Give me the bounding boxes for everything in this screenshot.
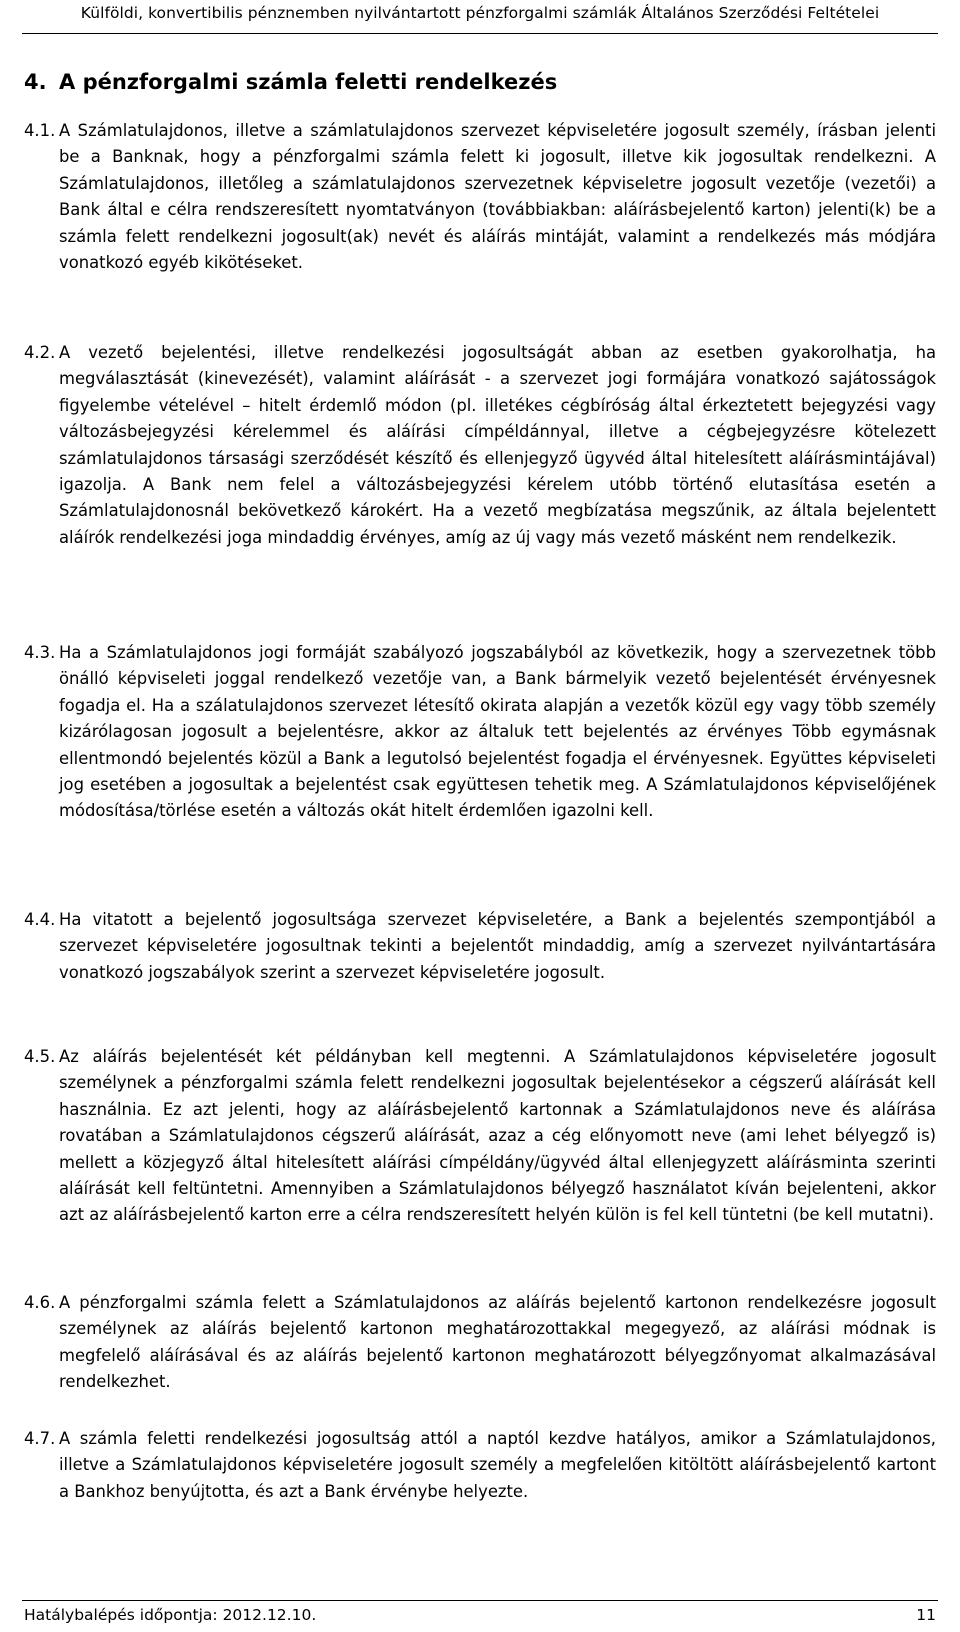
- clause-text: A számla feletti rendelkezési jogosultság attól a naptól kezdve hatályos, amikor a Számlatulajdonos, illetve a Számlatulajdonos képviseletére jogosult személy a megfelelően kitöltött aláírásbejelentő kartont a Bankhoz benyújtotta, és azt a Bank érvénybe helyezte.: [59, 1429, 936, 1501]
- clause-4-7: [24, 1426, 936, 1505]
- footer-effective-date: Hatálybalépés időpontja: 2012.12.10.: [24, 1606, 317, 1624]
- clause-text: Ha vitatott a bejelentő jogosultsága szervezet képviseletére, a Bank a bejelentés szempontjából a szervezet képviseletére jogosultnak tekinti a bejelentőt mindaddig, amíg a szervezet nyilvántartására vonatkozó jogszabályok szerint a szervezet képviseletére jogosult.: [59, 910, 936, 982]
- clause-text: A pénzforgalmi számla felett a Számlatulajdonos az aláírás bejelentő kartonon rendelkezésre jogosult személynek az aláírás bejelentő kartonon meghatározottakkal megegyező, az aláírási módnak is megfelelő aláírásával és az aláírás bejelentő kartonon meghatározott bélyegzőnyomat alkalmazásával rendelkezhet.: [59, 1293, 936, 1392]
- clause-number: 4.5.: [24, 1047, 56, 1066]
- clause-number: 4.6.: [24, 1293, 56, 1312]
- clause-text: Ha a Számlatulajdonos jogi formáját szabályozó jogszabályból az következik, hogy a szervezetnek több önálló képviseleti joggal rendelkező vezetője van, a Bank bármelyik vezető bejelentését érvényesnek fogadja el. Ha a szálatulajdonos szervezet létesítő okirata alapján a vezetők közül egy vagy több személy kizárólagosan jogosult a bejelentésre, akkor az általuk tett bejelentés az érvényes Több egymásnak ellentmondó bejelentés közül a Bank a legutolsó bejelentést fogadja el érvényesnek. Együttes képviseleti jog esetében a jogosultak a bejelentést csak együttesen tehetik meg. A Számlatulajdonos képviselőjének módosítása/törlése esetén a változás okát hitelt érdemlően igazolni kell.: [59, 643, 936, 821]
- clause-text: A vezető bejelentési, illetve rendelkezési jogosultságát abban az esetben gyakorolhatja, ha megválasztását (kinevezését), valamint aláírását - a szervezet jogi formájára vonatkozó sajátosságok figyelembe vételével – hitelt érdemlő módon (pl. illetékes cégbíróság által érkeztetett bejegyzési vagy változásbejegyzési kérelemmel és aláírási címpéldánnyal, illetve a cégbejegyzésre kötelezett számlatulajdonos társasági szerződését készítő és ellenjegyző ügyvéd által hitelesített aláírásmintájával) igazolja. A Bank nem felel a változásbejegyzési kérelem utóbb történő elutasítása esetén a Számlatulajdonosnál bekövetkező károkért. Ha a vezető megbízatása megszűnik, az általa bejelentett aláírók rendelkezési joga mindaddig érvényes, amíg az új vagy más vezető másként nem rendelkezik.: [59, 343, 936, 547]
- clause-number: 4.4.: [24, 910, 56, 929]
- page-header: Külföldi, konvertibilis pénznemben nyilvántartott pénzforgalmi számlák Általános Szerződési Feltételei: [80, 4, 880, 22]
- clause-number: 4.3.: [24, 643, 56, 662]
- footer-divider: [22, 1600, 938, 1601]
- clause-4-6: [24, 1290, 936, 1396]
- clause-text: A Számlatulajdonos, illetve a számlatulajdonos szervezet képviseletére jogosult személy, írásban jelenti be a Banknak, hogy a pénzforgalmi számla felett ki jogosult, illetve kik jogosultak rendelkezni. A Számlatulajdonos, illetőleg a számlatulajdonos szervezetnek képviseletre jogosult vezetője (vezetői) a Bank által e célra rendszeresített nyomtatványon (továbbiakban: aláírásbejelentő karton) jelenti(k) be a számla felett rendelkezni jogosult(ak) nevét és aláírás mintáját, valamint a rendelkezés más módjára vonatkozó egyéb kikötéseket.: [59, 121, 936, 273]
- section-number: 4.: [24, 70, 47, 94]
- clause-4-5: [24, 1044, 936, 1229]
- header-divider: [22, 33, 938, 34]
- page-number: 11: [916, 1606, 936, 1624]
- section-title: [24, 70, 557, 94]
- clause-4-4: [24, 907, 936, 986]
- clause-number: 4.1.: [24, 121, 56, 140]
- clause-4-3: [24, 640, 936, 825]
- clause-4-2: [24, 340, 936, 551]
- section-title-text: A pénzforgalmi számla feletti rendelkezés: [59, 70, 558, 94]
- clause-number: 4.7.: [24, 1429, 56, 1448]
- clause-4-1: [24, 118, 936, 276]
- clause-number: 4.2.: [24, 343, 56, 362]
- clause-text: Az aláírás bejelentését két példányban kell megtenni. A Számlatulajdonos képviseletére jogosult személynek a pénzforgalmi számla felett rendelkezni jogosultak bejelentésekor a cégszerű aláírását kell használnia. Ez azt jelenti, hogy az aláírásbejelentő kartonnak a Számlatulajdonos neve és aláírása rovatában a Számlatulajdonos cégszerű aláírását, azaz a cég előnyomott neve (ami lehet bélyegző is) mellett a közjegyző által hitelesített aláírási címpéldány/ügyvéd által ellenjegyzett aláírásminta szerinti aláírását kell feltüntetni. Amennyiben a Számlatulajdonos bélyegző használatot kíván bejelenteni, akkor azt az aláírásbejelentő karton erre a célra rendszeresített helyén külön is fel kell tüntetni (be kell mutatni).: [59, 1047, 936, 1225]
